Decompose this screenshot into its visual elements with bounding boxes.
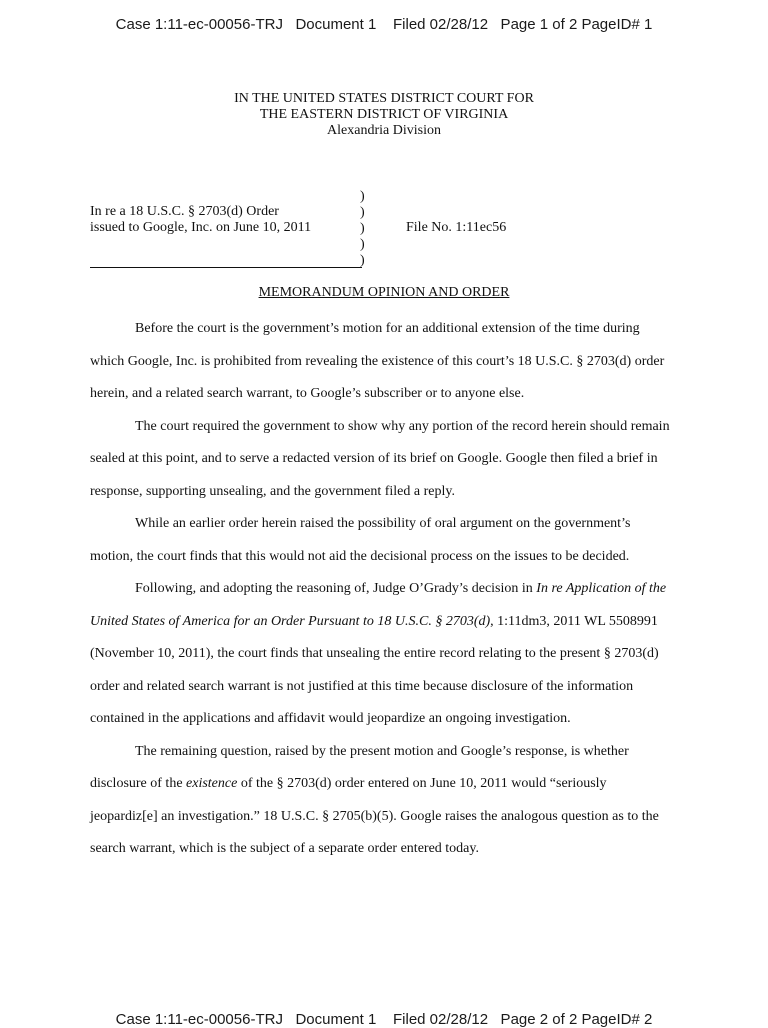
paren: ) xyxy=(360,205,365,220)
paragraph-3: While an earlier order herein raised the possibility of oral argument on the government’s motion, the court finds that this would not aid the decisional process on the issues to be decided. xyxy=(90,516,631,564)
next-page-header: Case 1:11-ec-00056-TRJ Document 1 Filed 02/28/12 Page 2 of 2 PageID# 2 xyxy=(115,1011,653,1028)
file-number: File No. 1:11ec56 xyxy=(406,220,507,235)
paragraph-5-text-a: The remaining question, raised by the present motion and Google’s response, is whether disclosure of the xyxy=(90,743,629,791)
court-line-1: IN THE UNITED STATES DISTRICT COURT FOR xyxy=(234,91,534,106)
document-title: MEMORANDUM OPINION AND ORDER xyxy=(258,285,510,300)
document-body xyxy=(90,313,676,866)
paragraph-4-text-b: , 1:11dm3, 2011 WL 5508991 (November 10, 2011), the court finds that unsealing the entire record relating to the present § 2703(d) order and related search warrant is not justified at this time because disclosure of the information contained in the applications and affidavit would jeopardize an ongoing investigation. xyxy=(90,613,659,726)
caption-parentheses xyxy=(360,189,365,269)
paren: ) xyxy=(360,221,365,236)
caption-rule xyxy=(90,267,362,268)
caption-line-1: In re a 18 U.S.C. § 2703(d) Order xyxy=(90,204,279,219)
paragraph-2: The court required the government to show why any portion of the record herein should remain sealed at this point, and to serve a redacted version of its brief on Google. Google then filed a brief in response, supporting unsealing, and the government filed a reply. xyxy=(90,418,670,499)
paren: ) xyxy=(360,237,365,252)
paren: ) xyxy=(360,189,365,204)
case-caption xyxy=(90,204,311,236)
paren: ) xyxy=(360,253,365,268)
case-citation: In re Application of the United States of America for an Order Pursuant to 18 U.S.C. § 2703(d) xyxy=(90,581,667,629)
court-division: Alexandria Division xyxy=(327,123,441,138)
paragraph-1: Before the court is the government’s motion for an additional extension of the time during which Google, Inc. is prohibited from revealing the existence of this court’s 18 U.S.C. § 2703(d) order herein, and a related search warrant, to Google’s subscriber or to anyone else. xyxy=(90,321,665,401)
caption-line-2: issued to Google, Inc. on June 10, 2011 xyxy=(90,220,312,235)
emphasis-existence: existence xyxy=(186,776,238,791)
page-header: Case 1:11-ec-00056-TRJ Document 1 Filed 02/28/12 Page 1 of 2 PageID# 1 xyxy=(115,16,653,33)
court-line-2: THE EASTERN DISTRICT OF VIRGINIA xyxy=(259,107,509,122)
court-heading xyxy=(0,91,768,139)
paragraph-4 xyxy=(90,573,676,736)
paragraph-5 xyxy=(90,736,676,866)
paragraph-5-text-b: of the § 2703(d) order entered on June 10, 2011 would “seriously jeopardiz[e] an investigation.” 18 U.S.C. § 2705(b)(5). Google raises the analogous question as to the search warrant, which is the subject of a separate order entered today. xyxy=(90,776,659,856)
paragraph-4-text-a: Following, and adopting the reasoning of, Judge O’Grady’s decision in xyxy=(135,581,537,596)
